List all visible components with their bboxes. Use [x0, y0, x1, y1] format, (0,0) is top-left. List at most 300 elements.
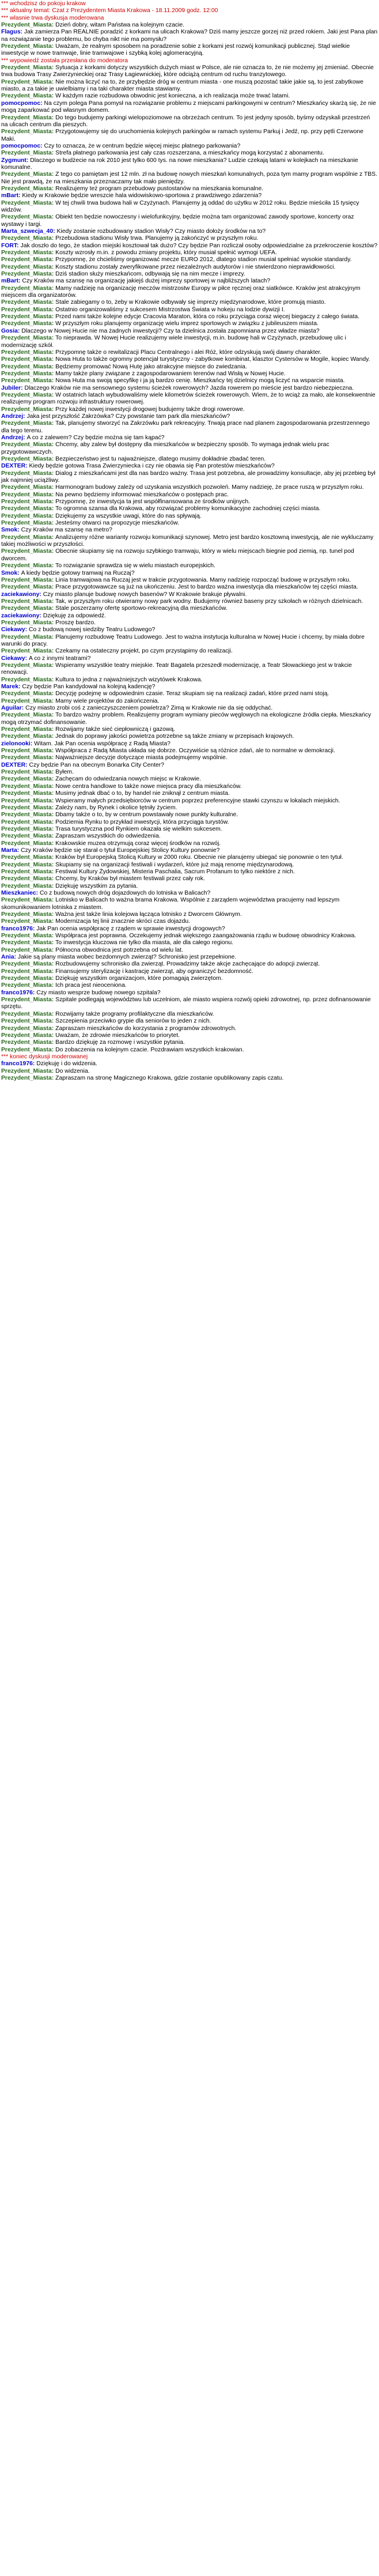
chat-message: [1, 378, 378, 384]
message-author[interactable]: Prezydent_Miasta: [1, 391, 52, 398]
message-author[interactable]: Prezydent_Miasta: [1, 633, 52, 640]
message-text: Dlaczego Kraków nie ma sensownego systemu ścieżek rowerowych? Jazda rowerem po mieście jest bardzo niebezpieczna.: [24, 384, 354, 391]
message-author[interactable]: Prezydent_Miasta: [1, 876, 52, 882]
message-author[interactable]: mBart: [1, 193, 19, 199]
chat-message: [1, 726, 378, 733]
message-author[interactable]: Prezydent_Miasta: [1, 1046, 52, 1053]
message-author[interactable]: Prezydent_Miasta: [1, 598, 52, 605]
message-text: Zapraszam wszystkich do odwiedzenia.: [55, 833, 161, 840]
author-separator: :: [51, 697, 56, 704]
chat-message: [1, 954, 378, 961]
chat-message: [1, 314, 378, 320]
message-author[interactable]: Prezydent_Miasta: [1, 271, 52, 278]
message-author[interactable]: pomocpomoc: [1, 100, 41, 107]
chat-message: [1, 926, 378, 933]
author-separator: :: [51, 548, 56, 555]
message-author[interactable]: zaciekawiony: [1, 612, 40, 619]
message-author[interactable]: Prezydent_Miasta: [1, 975, 52, 982]
message-author[interactable]: Prezydent_Miasta: [1, 804, 52, 811]
message-author[interactable]: Prezydent_Miasta: [1, 363, 52, 370]
message-author[interactable]: Prezydent_Miasta: [1, 306, 52, 313]
message-author[interactable]: Prezydent_Miasta: [1, 420, 52, 427]
message-author[interactable]: Prezydent_Miasta: [1, 776, 52, 783]
author-separator: :: [21, 705, 26, 712]
message-author[interactable]: Prezydent_Miasta: [1, 584, 52, 591]
author-separator: :: [51, 199, 56, 206]
message-author[interactable]: Prezydent_Miasta: [1, 940, 52, 946]
message-author[interactable]: Prezydent_Miasta: [1, 320, 52, 327]
chat-message: [1, 463, 378, 470]
message-author[interactable]: Prezydent_Miasta: [1, 576, 52, 583]
chat-message: [1, 705, 378, 712]
chat-message: [1, 1025, 378, 1032]
message-author[interactable]: Prezydent_Miasta: [1, 676, 52, 683]
chat-message: [1, 947, 378, 954]
message-author[interactable]: Prezydent_Miasta: [1, 150, 52, 157]
author-separator: :: [51, 512, 56, 519]
message-author[interactable]: Marta: [1, 847, 17, 854]
chat-message: [1, 506, 378, 512]
message-text: A co z zalewem? Czy będzie można się tam kąpać?: [26, 434, 165, 441]
message-author[interactable]: Prezydent_Miasta: [1, 748, 52, 755]
chat-message: [1, 1068, 378, 1075]
message-author[interactable]: Smok: [1, 569, 18, 576]
message-author[interactable]: Prezydent_Miasta: [1, 691, 52, 697]
message-author[interactable]: Prezydent_Miasta: [1, 1074, 52, 1081]
message-author[interactable]: Mieszkaniec: [1, 889, 36, 896]
chat-message: [1, 940, 378, 946]
message-text: To nieprawda. W Nowej Hucie realizujemy wiele inwestycji, m.in. budowę hali w Czyżynach, przebudowę ulic i modernizację szkół.: [1, 335, 346, 349]
author-separator: :: [51, 299, 56, 306]
chat-message: [1, 883, 378, 890]
author-separator: :: [51, 420, 56, 427]
message-author[interactable]: Prezydent_Miasta: [1, 1025, 52, 1032]
message-author[interactable]: Prezydent_Miasta: [1, 997, 52, 1004]
author-separator: :: [51, 470, 56, 477]
author-separator: :: [51, 1025, 56, 1032]
message-text: Rozwijamy także sieć ciepłowniczą i gazową.: [55, 726, 176, 733]
message-author[interactable]: Prezydent_Miasta: [1, 961, 52, 968]
message-author[interactable]: Prezydent_Miasta: [1, 78, 52, 85]
message-author[interactable]: Aguilar: [1, 705, 22, 712]
message-author[interactable]: Prezydent_Miasta: [1, 257, 52, 263]
message-author[interactable]: Prezydent_Miasta: [1, 840, 52, 847]
chat-message: [1, 299, 378, 306]
message-author[interactable]: DEXTER: [1, 463, 26, 470]
author-separator: :: [26, 157, 31, 164]
message-author[interactable]: Prezydent_Miasta: [1, 506, 52, 512]
author-separator: :: [51, 833, 56, 840]
author-separator: :: [51, 563, 56, 569]
chat-message: [1, 115, 378, 129]
message-text: W każdym razie rozbudowa obwodnic jest konieczna, a ich realizacja może trwać latami.: [55, 93, 290, 100]
message-author[interactable]: Prezydent_Miasta: [1, 499, 52, 506]
message-author[interactable]: Prezydent_Miasta: [1, 534, 52, 541]
chat-message: [1, 712, 378, 726]
message-author[interactable]: Prezydent_Miasta: [1, 797, 52, 804]
author-separator: :: [51, 854, 56, 861]
message-author[interactable]: Prezydent_Miasta: [1, 65, 52, 71]
message-author[interactable]: Gosia: [1, 327, 18, 334]
message-text: Harmonogram budowy zależy od uzyskania wszystkich pozwoleń. Mamy nadzieję, że prace ruszą w przyszłym roku.: [55, 484, 364, 491]
message-author[interactable]: Prezydent_Miasta: [1, 769, 52, 776]
author-separator: :: [51, 1010, 56, 1017]
chat-message: [1, 748, 378, 755]
chat-message: [1, 691, 378, 697]
author-separator: :: [51, 314, 56, 320]
message-author[interactable]: Prezydent_Miasta: [1, 726, 52, 733]
chat-message: [1, 200, 378, 214]
chat-message: [1, 890, 378, 897]
message-author[interactable]: Prezydent_Miasta: [1, 563, 52, 569]
message-author[interactable]: Prezydent_Miasta: [1, 812, 52, 819]
message-text: Zależy nam, by Rynek i okolice tętniły życiem.: [55, 804, 177, 811]
chat-message: [1, 442, 378, 456]
message-author[interactable]: Prezydent_Miasta: [1, 968, 52, 975]
message-text: Czy miasto wesprze budowę nowego szpitala?: [36, 989, 161, 996]
message-text: Najważniejsze decyzje dotyczące miasta podejmujemy wspólnie.: [55, 755, 228, 761]
message-author[interactable]: Prezydent_Miasta: [1, 356, 52, 363]
message-author[interactable]: Prezydent_Miasta: [1, 349, 52, 356]
author-separator: :: [51, 22, 56, 29]
author-separator: :: [51, 633, 56, 640]
message-text: W przyszłym roku planujemy organizację wielu imprez sportowych w związku z jubileuszem miasta.: [55, 320, 319, 327]
message-author[interactable]: Prezydent_Miasta: [1, 314, 52, 320]
chat-message: [1, 371, 378, 378]
message-text: Zapraszam na stronę Magicznego Krakowa, gdzie zostanie opublikowany zapis czatu.: [55, 1074, 284, 1081]
message-author[interactable]: franco1976: [1, 989, 33, 996]
author-separator: :: [25, 655, 29, 662]
message-author[interactable]: Flagus: [1, 29, 21, 36]
message-text: Jakie są plany miasta wobec bezdomnych zwierząt? Schronisko jest przepełnione.: [17, 954, 237, 961]
message-author[interactable]: Prezydent_Miasta: [1, 882, 52, 889]
message-author[interactable]: Prezydent_Miasta: [1, 442, 52, 448]
author-separator: :: [51, 584, 56, 591]
message-author[interactable]: mBart: [1, 278, 19, 285]
message-author[interactable]: FORT: [1, 242, 17, 249]
author-separator: :: [51, 605, 56, 612]
author-separator: :: [51, 363, 56, 370]
author-separator: :: [51, 946, 56, 953]
chat-message: [1, 840, 378, 847]
message-author[interactable]: DEXTER: [1, 761, 26, 768]
author-separator: :: [51, 1018, 56, 1025]
message-text: Uważam, że realnym sposobem na poradzenie sobie z korkami jest rozwój komunikacji publicznej. Stąd wielkie inwestycje w nowe tramwaje, linie tramwajowe i szybką kolej aglomeracyjną.: [1, 43, 350, 57]
author-separator: :: [51, 576, 56, 583]
message-author[interactable]: Prezydent_Miasta: [1, 456, 52, 462]
chat-message: [1, 492, 378, 499]
chat-message: [1, 577, 378, 584]
chat-message: [1, 783, 378, 790]
message-text: Obecnie skupiamy się na rozwoju szybkiego tramwaju, który w wielu miejscach biegnie pod ziemią, np. tunel pod dworcem.: [1, 548, 354, 562]
message-author[interactable]: Prezydent_Miasta: [1, 406, 52, 413]
chat-message: [1, 1061, 378, 1068]
message-author[interactable]: Prezydent_Miasta: [1, 512, 52, 519]
message-author[interactable]: Prezydent_Miasta: [1, 491, 52, 498]
author-separator: :: [51, 150, 56, 157]
message-author[interactable]: Prezydent_Miasta: [1, 43, 52, 50]
message-text: Szpitale podlegają województwu lub uczelniom, ale miasto wspiera rozwój opieki zdrowotnej, np. przez dofinansowanie sprzętu.: [1, 997, 371, 1010]
message-text: Planujemy rozbudowę Teatru Ludowego. Jest to ważna instytucja kulturalna w Nowej Hucie i chcemy, by miała dobre warunki do pracy.: [1, 633, 365, 647]
author-separator: :: [51, 185, 56, 192]
message-text: Szczepienia przeciwko grypie dla seniorów to jeden z nich.: [55, 1018, 211, 1025]
message-author[interactable]: Prezydent_Miasta: [1, 378, 52, 384]
message-author[interactable]: Prezydent_Miasta: [1, 199, 52, 206]
message-author[interactable]: Prezydent_Miasta: [1, 755, 52, 761]
message-text: Przy każdej nowej inwestycji drogowej budujemy także drogi rowerowe.: [55, 406, 245, 413]
message-text: Dziękuję wszystkim organizacjom, które pomagają zwierzętom.: [55, 975, 223, 982]
chat-message: [1, 278, 378, 285]
author-separator: :: [51, 797, 56, 804]
message-author[interactable]: Prezydent_Miasta: [1, 648, 52, 655]
author-separator: :: [51, 619, 56, 626]
author-separator: :: [51, 776, 56, 783]
message-author[interactable]: Prezydent_Miasta: [1, 790, 52, 797]
message-author[interactable]: Prezydent_Miasta: [1, 520, 52, 527]
message-author[interactable]: Prezydent_Miasta: [1, 819, 52, 825]
chat-message: [1, 1047, 378, 1054]
message-author[interactable]: Prezydent_Miasta: [1, 897, 52, 904]
message-text: Nowa Huta to także ogromny potencjał turystyczny - zabytkowe kombinat, klasztor Cystersów w Mogile, kopiec Wandy.: [55, 356, 370, 363]
author-separator: :: [51, 882, 56, 889]
message-author[interactable]: Prezydent_Miasta: [1, 470, 52, 477]
message-author[interactable]: Prezydent_Miasta: [1, 946, 52, 953]
message-text: Witam. Jak Pan ocenia współpracę z Radą Miasta?: [34, 740, 170, 747]
chat-message: [1, 584, 378, 591]
chat-message: [1, 805, 378, 812]
message-author[interactable]: Andrzej: [1, 413, 24, 420]
message-author[interactable]: Prezydent_Miasta: [1, 129, 52, 135]
author-separator: :: [51, 65, 56, 71]
author-separator: :: [51, 748, 56, 755]
message-text: Linia tramwajowa na Ruczaj jest w trakcie przygotowania. Mamy nadzieję rozpocząć budowę w przyszłym roku.: [55, 576, 351, 583]
author-separator: :: [36, 889, 40, 896]
message-author[interactable]: Prezydent_Miasta: [1, 235, 52, 242]
system-message: *** koniec dyskusji moderowanej: [1, 1053, 88, 1060]
chat-message: [1, 456, 378, 463]
message-text: Współpraca jest poprawna. Oczekujemy jednak większego zaangażowania rządu w budowę obwodnicy Krakowa.: [55, 933, 357, 940]
message-text: Przypomnę także o rewitalizacji Placu Centralnego i alei Róż, które odzyskują swój dawny charakter.: [55, 349, 322, 356]
chat-message: [1, 990, 378, 997]
author-separator: :: [51, 43, 56, 50]
author-separator: :: [51, 804, 56, 811]
author-separator: :: [51, 1032, 56, 1039]
message-author[interactable]: Prezydent_Miasta: [1, 868, 52, 875]
message-text: Finansujemy sterylizację i kastrację zwierząt, aby ograniczyć bezdomność.: [55, 968, 253, 975]
chat-message: [1, 257, 378, 263]
message-author[interactable]: Prezydent_Miasta: [1, 1032, 52, 1039]
chat-message: [1, 100, 378, 115]
message-text: Do zobaczenia na kolejnym czacie. Pozdrawiam wszystkich krakowian.: [55, 1046, 244, 1053]
author-separator: :: [51, 506, 56, 512]
chat-message: [1, 1011, 378, 1018]
message-text: Bardzo dziękuję za rozmowę i wszystkie pytania.: [55, 1039, 185, 1046]
author-separator: :: [51, 214, 56, 221]
message-text: Na pewno będziemy informować mieszkańców o postępach prac.: [55, 491, 229, 498]
author-separator: :: [51, 306, 56, 313]
message-author[interactable]: Prezydent_Miasta: [1, 1010, 52, 1017]
chat-message: [1, 911, 378, 918]
message-author[interactable]: Prezydent_Miasta: [1, 22, 52, 29]
message-text: Przypomnę, że inwestycja ta jest współfinansowana ze środków unijnych.: [55, 499, 250, 506]
message-author[interactable]: Prezydent_Miasta: [1, 1018, 52, 1025]
message-author[interactable]: Prezydent_Miasta: [1, 171, 52, 178]
author-separator: :: [53, 228, 57, 235]
message-author[interactable]: Jubiler: [1, 384, 21, 391]
message-author[interactable]: Prezydent_Miasta: [1, 299, 52, 306]
chat-message: [1, 264, 378, 271]
message-author[interactable]: Prezydent_Miasta: [1, 484, 52, 491]
chat-message: [1, 65, 378, 79]
chat-message: [1, 385, 378, 392]
message-text: To bardzo ważny problem. Realizujemy program wymiany pieców węglowych na ekologiczne źródła ciepła. Mieszkańcy mogą otrzymać dofinansowanie.: [1, 712, 372, 726]
message-text: Byłem.: [55, 769, 74, 776]
author-separator: :: [51, 997, 56, 1004]
message-author[interactable]: Prezydent_Miasta: [1, 825, 52, 832]
chat-message: [1, 862, 378, 869]
chat-message: [1, 869, 378, 876]
message-author[interactable]: Prezydent_Miasta: [1, 250, 52, 257]
message-text: Ostatnio organizowaliśmy z sukcesem Mistrzostwa Świata w hokeju na lodzie dywizji I.: [55, 306, 285, 313]
message-text: Przed nami także kolejne edycje Cracovia Maraton, która co roku przyciąga coraz więcej biegaczy z całego świata.: [55, 314, 359, 320]
author-separator: :: [51, 484, 56, 491]
chat-message: [1, 43, 378, 58]
message-author[interactable]: Prezydent_Miasta: [1, 185, 52, 192]
message-author[interactable]: Ciekawy: [1, 627, 25, 633]
message-author[interactable]: franco1976: [1, 1061, 33, 1068]
author-separator: :: [14, 954, 18, 961]
message-author[interactable]: Prezydent_Miasta: [1, 619, 52, 626]
message-author[interactable]: Prezydent_Miasta: [1, 605, 52, 612]
message-text: A kiedy będzie gotowy tramwaj na Ruczaj?: [21, 569, 135, 576]
author-separator: :: [17, 569, 21, 576]
chat-message: [1, 171, 378, 186]
author-separator: :: [51, 349, 56, 356]
message-text: Mamy wiele projektów do zakończenia.: [55, 697, 160, 704]
chat-message: [1, 798, 378, 805]
message-author[interactable]: Smok: [1, 527, 18, 534]
message-text: Czy miasto planuje budowę nowych basenów? W Krakowie brakuje pływalni.: [43, 591, 247, 598]
message-author[interactable]: Prezydent_Miasta: [1, 697, 52, 704]
system-message: *** aktualny temat: Czat z Prezydentem Miasta Krakowa - 18.11.2009 godz. 12:00: [1, 7, 218, 14]
message-author[interactable]: zaciekawiony: [1, 591, 40, 598]
message-author[interactable]: Prezydent_Miasta: [1, 833, 52, 840]
author-separator: :: [17, 327, 22, 334]
message-text: Skupiamy się na organizacji festiwali i wydarzeń, które już mają renomę międzynarodową.: [55, 861, 294, 868]
message-text: Sytuacja z korkami dotyczy wszystkich dużych miast w Polsce, ale nie oznacza to, że nie możemy jej zmieniać. Obecnie trwa budowa Trasy Zwierzynieckiej oraz Trasy Łagiewnickiej, które odciążą centrum od ruchu tranzytowego.: [1, 65, 374, 78]
author-separator: :: [40, 142, 44, 149]
message-author[interactable]: Andrzej: [1, 434, 24, 441]
message-author[interactable]: Marek: [1, 684, 19, 690]
chat-message: [1, 591, 378, 598]
message-author[interactable]: Prezydent_Miasta: [1, 285, 52, 292]
chat-message: [1, 307, 378, 314]
message-text: To inwestycja kluczowa nie tylko dla miasta, ale dla całego regionu.: [55, 940, 234, 946]
author-separator: :: [51, 876, 56, 882]
message-text: Będziemy promować Nową Hutę jako atrakcyjne miejsce do zwiedzania.: [55, 363, 247, 370]
chat-message: [1, 413, 378, 420]
message-text: Analizujemy różne warianty rozwoju komunikacji szynowej. Metro jest bardzo kosztowną inwestycją, ale nie wykluczamy takiej możliwości w przyszłości.: [1, 534, 374, 548]
author-separator: :: [51, 825, 56, 832]
message-author[interactable]: Prezydent_Miasta: [1, 548, 52, 555]
message-author[interactable]: Prezydent_Miasta: [1, 662, 52, 669]
message-author[interactable]: Prezydent_Miasta: [1, 263, 52, 270]
message-author[interactable]: Prezydent_Miasta: [1, 982, 52, 989]
author-separator: :: [51, 733, 56, 740]
message-author[interactable]: Prezydent_Miasta: [1, 712, 52, 719]
chat-message: [1, 29, 378, 43]
message-text: Trasa turystyczna pod Rynkiem okazała się wielkim sukcesem.: [55, 825, 222, 832]
message-text: Do widzenia.: [55, 1068, 90, 1074]
message-author[interactable]: Prezydent_Miasta: [1, 933, 52, 940]
message-text: Kraków był Europejską Stolicą Kultury w 2000 roku. Obecnie nie planujemy ubiegać się ponownie o ten tytuł.: [55, 854, 343, 861]
chat-message: [1, 648, 378, 655]
message-author[interactable]: Prezydent_Miasta: [1, 783, 52, 790]
author-separator: :: [51, 235, 56, 242]
message-text: Czy Kraków ma szansę na metro?: [21, 527, 112, 534]
message-text: Czekamy na ostateczny projekt, po czym przystąpimy do realizacji.: [55, 648, 233, 655]
message-text: Podziemia Rynku to przykład inwestycji, która przyciąga turystów.: [55, 819, 229, 825]
author-separator: :: [51, 499, 56, 506]
message-text: Nowe centra handlowe to także nowe miejsca pracy dla mieszkańców.: [55, 783, 242, 790]
author-separator: :: [51, 442, 56, 448]
message-text: Koszty wzrosły m.in. z powodu zmiany projektu, który musiał spełnić wymogi UEFA.: [55, 250, 277, 257]
message-text: Wspieramy wszystkie teatry miejskie. Teatr Bagatela przeszedł modernizację, a Teatr Słowackiego jest w trakcie renowacji.: [1, 662, 352, 676]
chat-message: [1, 392, 378, 406]
author-separator: :: [51, 114, 56, 121]
message-text: Strefa płatnego parkowania jest cały czas rozszerzana, a mieszkańcy mogą korzystać z abonamentu.: [55, 150, 324, 157]
message-author[interactable]: Prezydent_Miasta: [1, 114, 52, 121]
chat-message: [1, 143, 378, 150]
message-text: To ogromna szansa dla Krakowa, aby rozwiązać problemy komunikacyjne zachodniej części miasta.: [55, 506, 321, 512]
chat-message: [1, 335, 378, 349]
chat-message: [1, 634, 378, 648]
message-author[interactable]: Prezydent_Miasta: [1, 214, 52, 221]
author-separator: :: [51, 662, 56, 669]
message-author[interactable]: Prezydent_Miasta: [1, 861, 52, 868]
message-text: Festiwal Kultury Żydowskiej, Misteria Paschalia, Sacrum Profanum to tylko niektóre z nich.: [55, 868, 295, 875]
message-author[interactable]: Prezydent_Miasta: [1, 1068, 52, 1074]
message-author[interactable]: Prezydent_Miasta: [1, 911, 52, 918]
message-author[interactable]: Prezydent_Miasta: [1, 918, 52, 925]
author-separator: :: [51, 790, 56, 797]
author-separator: :: [25, 463, 29, 470]
message-author[interactable]: franco1976: [1, 925, 33, 932]
message-text: W ostatnich latach wybudowaliśmy wiele kilometrów ścieżek rowerowych. Wiem, że to wciąż za mało, ale konsekwentnie realizujemy program rozwoju infrastruktury rowerowej.: [1, 391, 376, 406]
message-text: Jaka jest przyszłość Zakrzówka? Czy powstanie tam park dla mieszkańców?: [26, 413, 230, 420]
author-separator: :: [51, 320, 56, 327]
message-text: Nie można liczyć na to, że przybędzie dróg w centrum miasta - one muszą pozostać takie jakie są, to jest zabytkowe miasto, a za takie je uwielbiamy i na taki charakter miasta stawiamy.: [1, 78, 363, 93]
message-author[interactable]: Prezydent_Miasta: [1, 854, 52, 861]
message-author[interactable]: Marta_szwecja_40: [1, 228, 54, 235]
message-author[interactable]: Ania: [1, 954, 14, 961]
message-author[interactable]: zielonooki: [1, 740, 31, 747]
message-author[interactable]: Prezydent_Miasta: [1, 335, 52, 342]
message-author[interactable]: Ciekawy: [1, 655, 25, 662]
message-author[interactable]: pomocpomoc: [1, 142, 41, 149]
message-text: Kultura to jedna z najważniejszych wizytówek Krakowa.: [55, 676, 203, 683]
chat-message: [1, 677, 378, 684]
message-author[interactable]: Prezydent_Miasta: [1, 93, 52, 100]
author-separator: :: [51, 534, 56, 541]
message-author[interactable]: Prezydent_Miasta: [1, 1039, 52, 1046]
message-author[interactable]: Prezydent_Miasta: [1, 733, 52, 740]
message-author[interactable]: Zygmunt: [1, 157, 26, 164]
chat-message: [1, 79, 378, 93]
message-author[interactable]: Prezydent_Miasta: [1, 370, 52, 377]
author-separator: :: [51, 968, 56, 975]
message-text: Krakowskie muzea otrzymują coraz więcej środków na rozwój.: [55, 840, 221, 847]
